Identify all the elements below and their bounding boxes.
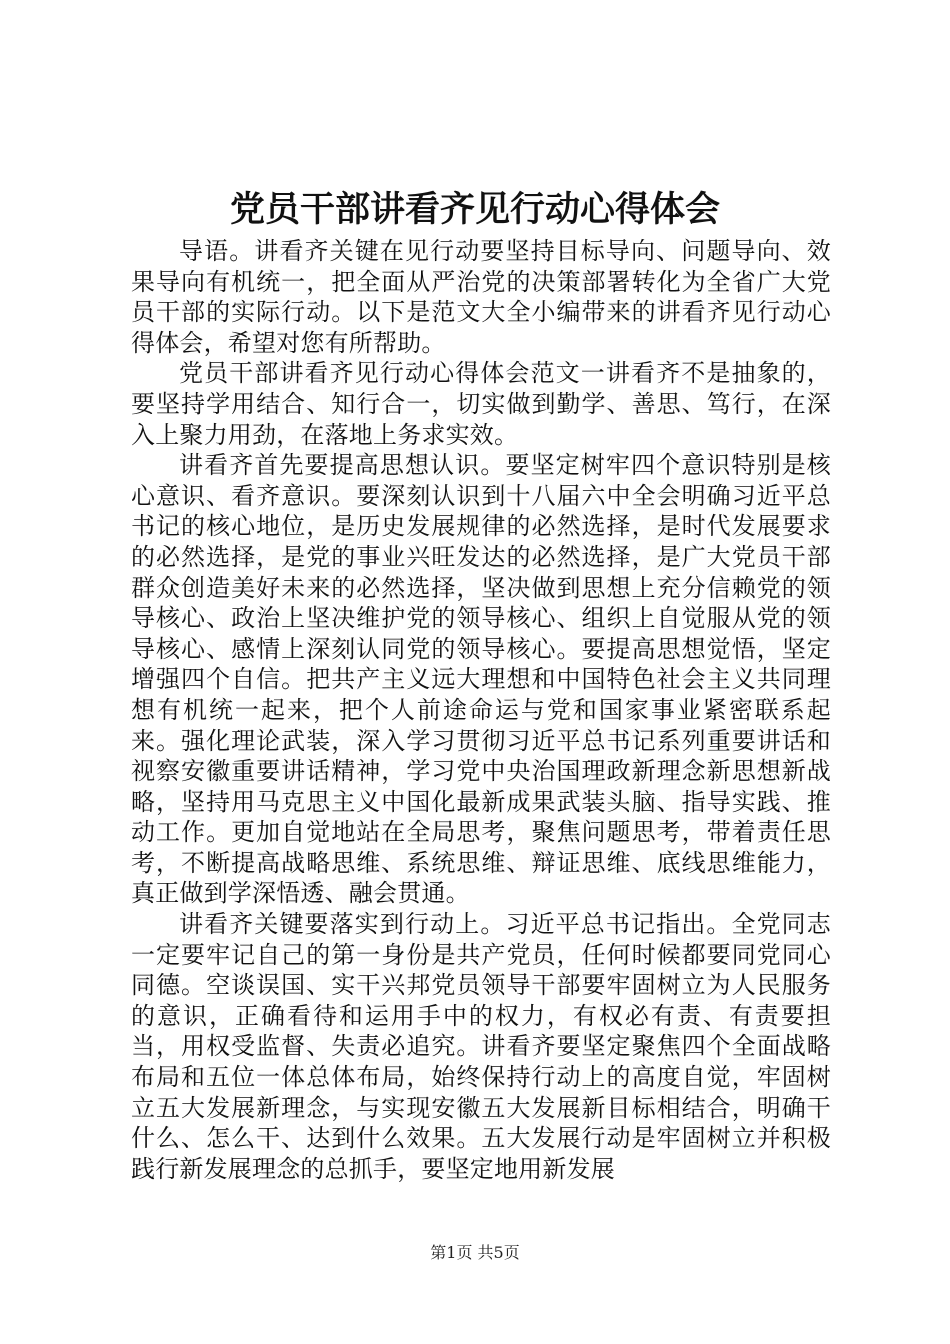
page-number-footer: 第1页 共5页 [430,1243,520,1262]
paragraph-2: 讲看齐首先要提高思想认识。要坚定树牢四个意识特别是核心意识、看齐意识。要深刻认识到十八届六中全会明确习近平总书记的核心地位，是历史发展规律的必然选择，是时代发展要求的必然选择，是党的事业兴旺发达的必然选择，是广大党员干部群众创造美好未来的必然选择，坚决做到思想上充分信赖党的领导核心、政治上坚决维护党的领导核心、组织上自觉服从党的领导核心、感情上深刻认同党的领导核心。要提高思想觉悟，坚定增强四个自信。把共产主义远大理想和中国特色社会主义共同理想有机统一起来，把个人前途命运与党和国家事业紧密联系起来。强化理论武装，深入学习贯彻习近平总书记系列重要讲话和视察安徽重要讲话精神，学习党中央治国理政新理念新思想新战略，坚持用马克思主义中国化最新成果武装头脑、指导实践、推动工作。更加自觉地站在全局思考，聚焦问题思考，带着责任思考，不断提高战略思维、系统思维、辩证思维、底线思维能力，真正做到学深悟透、融会贯通。 [131,451,831,908]
paragraph-3: 讲看齐关键要落实到行动上。习近平总书记指出。全党同志一定要牢记自己的第一身份是共产党员，任何时候都要同党同心同德。空谈误国、实干兴邦党员领导干部要牢固树立为人民服务的意识，正确看待和运用手中的权力，有权必有责、有责要担当，用权受监督、失责必追究。讲看齐要坚定聚焦四个全面战略布局和五位一体总体布局，始终保持行动上的高度自觉，牢固树立五大发展新理念，与实现安徽五大发展新目标相结合，明确干什么、怎么干、达到什么效果。五大发展行动是牢固树立并积极践行新发展理念的总抓手，要坚定地用新发展 [131,910,831,1183]
document-title: 党员干部讲看齐见行动心得体会 [229,189,720,230]
document-body [131,236,831,1184]
paragraph-intro: 导语。讲看齐关键在见行动要坚持目标导向、问题导向、效果导向有机统一，把全面从严治党的决策部署转化为全省广大党员干部的实际行动。以下是范文大全小编带来的讲看齐见行动心得体会，希望对您有所帮助。 [131,237,831,357]
paragraph-1: 党员干部讲看齐见行动心得体会范文一讲看齐不是抽象的，要坚持学用结合、知行合一，切实做到勤学、善思、笃行，在深入上聚力用劲，在落地上务求实效。 [131,359,831,449]
